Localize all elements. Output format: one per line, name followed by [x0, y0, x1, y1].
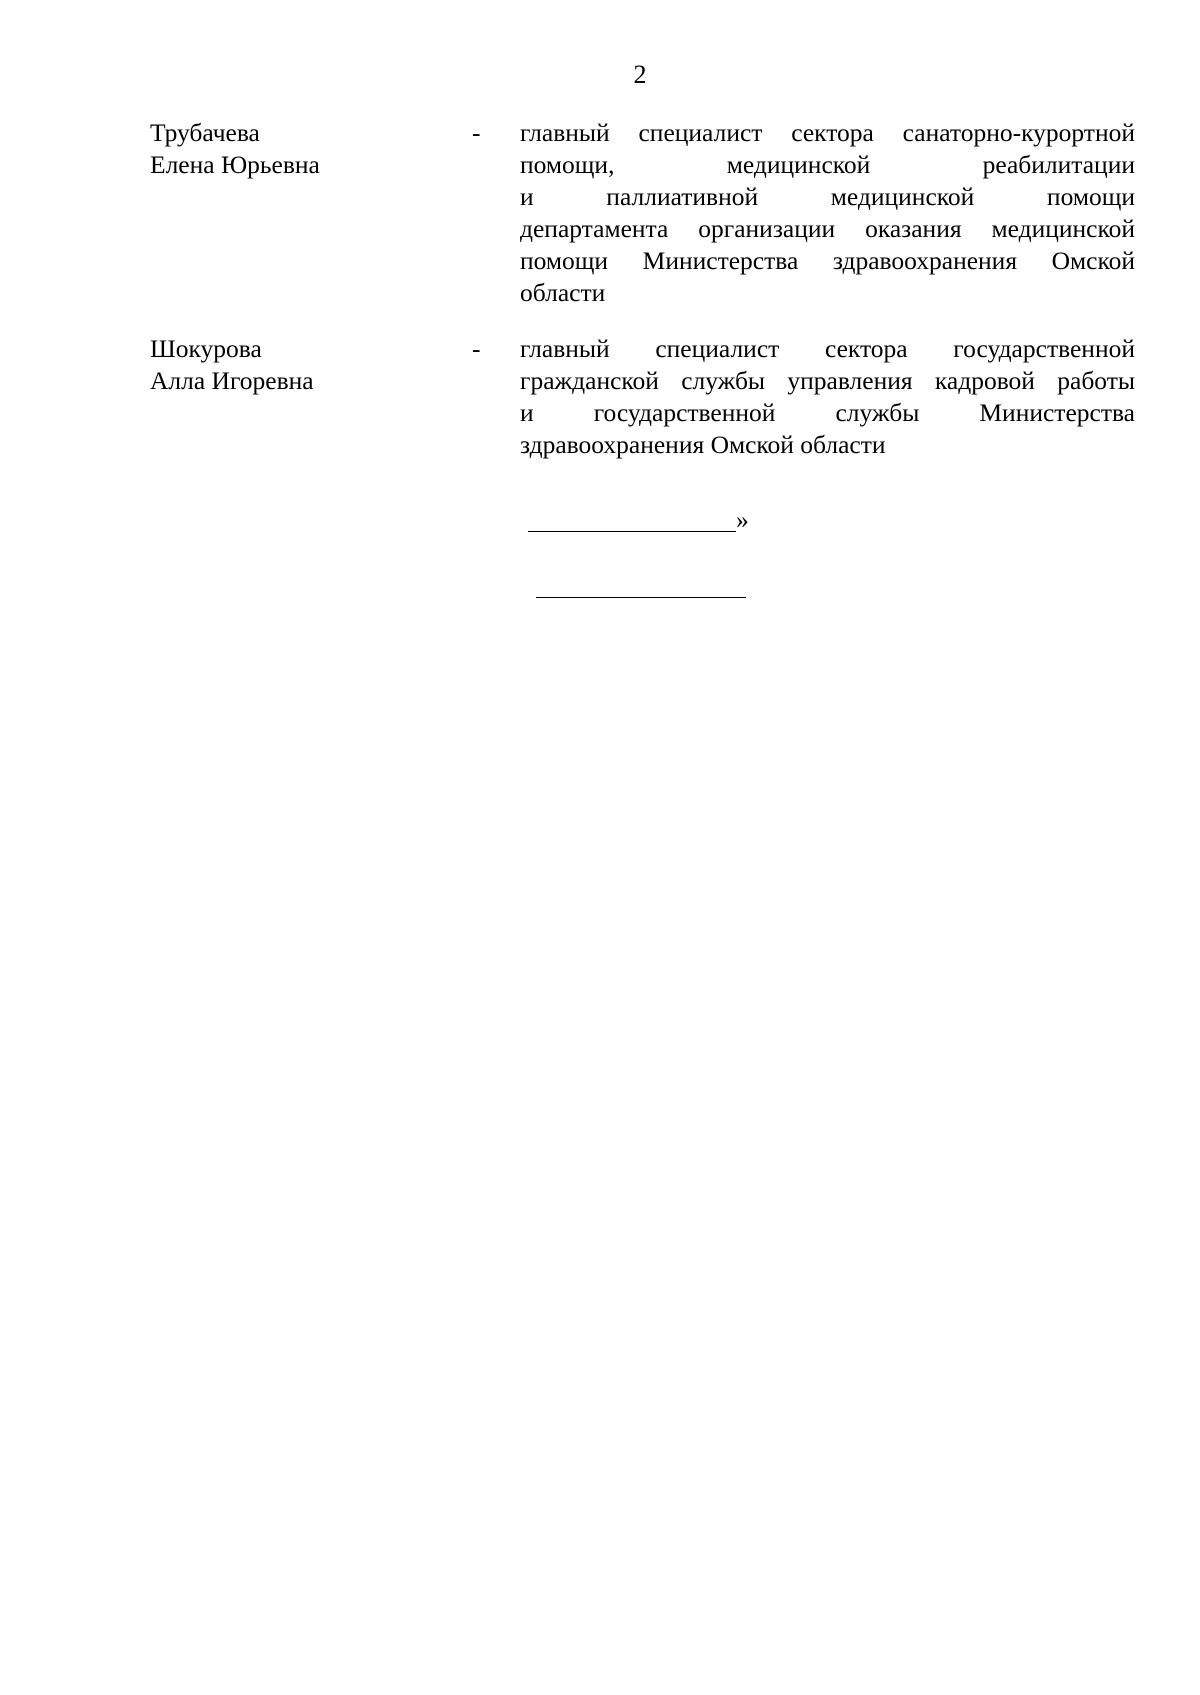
description-line: здравоохранения Омской области: [520, 430, 886, 459]
person-name: [150, 117, 470, 181]
dash-separator: -: [472, 118, 481, 147]
end-of-document-rule: [536, 597, 746, 598]
description-line: области: [520, 278, 606, 307]
description-line: главный специалист сектора санаторно-курортной: [520, 118, 1135, 147]
underline-rule: [528, 531, 736, 532]
closing-quote-mark: »: [736, 505, 749, 534]
description-line: помощи Министерства здравоохранения Омской: [520, 246, 1135, 275]
description-line: и паллиативной медицинской помощи: [520, 182, 1135, 211]
description-line: и государственной службы Министерства: [520, 398, 1135, 427]
person-surname: Шокурова: [150, 334, 262, 363]
position-description: [520, 117, 1135, 309]
page-number: 2: [633, 60, 647, 89]
closing-rule-with-quote: [528, 505, 750, 539]
description-line: помощи, медицинской реабилитации: [520, 150, 1135, 179]
description-line: департамента организации оказания медицинской: [520, 214, 1135, 243]
description-line: гражданской службы управления кадровой работы: [520, 366, 1135, 395]
position-description: [520, 333, 1135, 461]
person-surname: Трубачева: [150, 118, 260, 147]
person-given-names: Алла Игоревна: [150, 366, 314, 395]
dash-separator: -: [472, 334, 481, 363]
description-line: главный специалист сектора государственной: [520, 334, 1135, 363]
person-name: [150, 333, 470, 397]
person-given-names: Елена Юрьевна: [150, 150, 320, 179]
